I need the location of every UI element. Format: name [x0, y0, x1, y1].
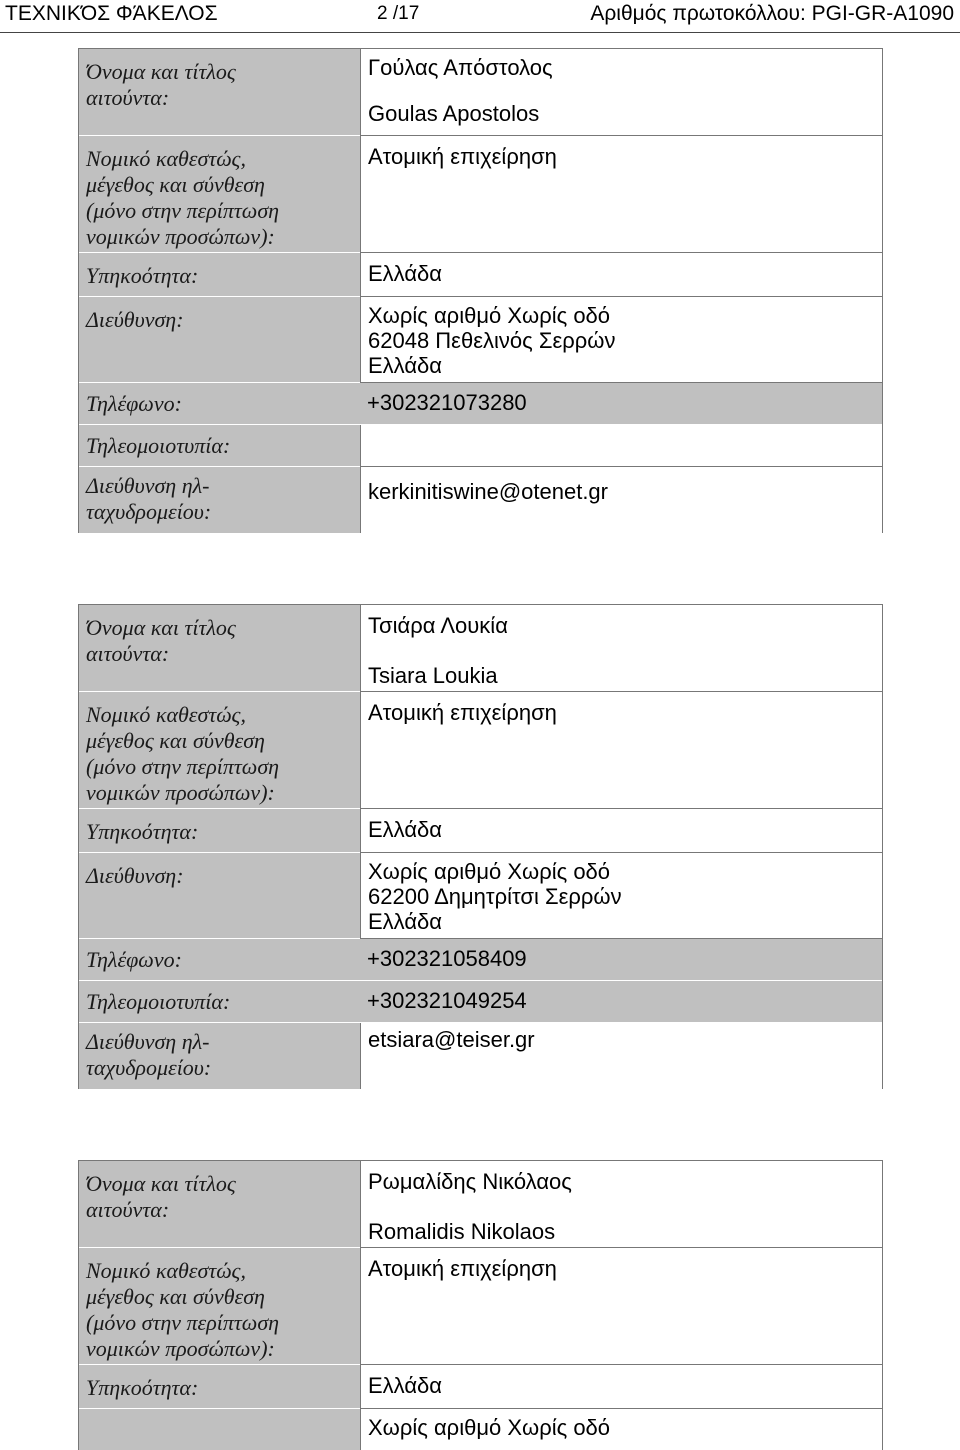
- label-address: Διεύθυνση:: [79, 853, 360, 939]
- value-nationality: Ελλάδα: [360, 253, 882, 297]
- value-fax: [360, 425, 882, 467]
- document-title: ΤΕΧΝΙΚΌΣ ΦΆΚΕΛΟΣ: [5, 2, 218, 25]
- row-phone: [79, 939, 882, 981]
- label-nationality: Υπηκοότητα:: [79, 1365, 360, 1409]
- applicant-block-1: [78, 48, 883, 533]
- label-address: Διεύθυνση:: [79, 297, 360, 383]
- label-legal: Νομικό καθεστώς, μέγεθος και σύνθεση (μόνο στην περίπτωση νομικών προσώπων):: [79, 136, 360, 253]
- row-fax: [79, 981, 882, 1023]
- value-legal: Ατομική επιχείρηση: [360, 692, 882, 809]
- label-email: Διεύθυνση ηλ- ταχυδρομείου:: [79, 467, 360, 533]
- page-number: 2 /17: [377, 3, 420, 24]
- label-nationality: Υπηκοότητα:: [79, 253, 360, 297]
- name-latin: Tsiara Loukia: [368, 663, 498, 688]
- label-phone: Τηλέφωνο:: [86, 947, 182, 972]
- value-legal: Ατομική επιχείρηση: [360, 1248, 882, 1365]
- label-name: Όνομα και τίτλος αιτούντα:: [79, 605, 360, 692]
- label-fax: Τηλεομοιοτυπία:: [86, 989, 231, 1014]
- label-phone: Τηλέφωνο:: [86, 391, 182, 416]
- name-latin: Romalidis Nikolaos: [368, 1219, 556, 1244]
- value-legal: Ατομική επιχείρηση: [360, 136, 882, 253]
- applicant-block-3: [78, 1160, 883, 1450]
- value-phone: +302321058409: [367, 946, 527, 971]
- value-name: [360, 1161, 882, 1248]
- value-name: [360, 49, 882, 136]
- value-name: [360, 605, 882, 692]
- label-email: Διεύθυνση ηλ- ταχυδρομείου:: [79, 1023, 360, 1089]
- value-email: etsiara@teiser.gr: [360, 1023, 882, 1089]
- value-address: Χωρίς αριθμό Χωρίς οδό 62048 Πεθελινός Σερρών Ελλάδα: [360, 297, 882, 383]
- value-address: Χωρίς αριθμό Χωρίς οδό: [360, 1409, 882, 1450]
- protocol-number: Αριθμός πρωτοκόλλου: PGI-GR-A1090: [590, 2, 954, 25]
- label-nationality: Υπηκοότητα:: [79, 809, 360, 853]
- name-greek: Γούλας Απόστολος: [368, 55, 553, 80]
- label-name: Όνομα και τίτλος αιτούντα:: [79, 1161, 360, 1248]
- label-name: Όνομα και τίτλος αιτούντα:: [79, 49, 360, 136]
- label-address: [79, 1409, 360, 1450]
- value-email: kerkinitiswine@otenet.gr: [360, 467, 882, 533]
- name-latin: Goulas Apostolos: [368, 101, 540, 126]
- label-legal: Νομικό καθεστώς, μέγεθος και σύνθεση (μόνο στην περίπτωση νομικών προσώπων):: [79, 692, 360, 809]
- name-greek: Τσιάρα Λουκία: [368, 613, 508, 638]
- label-legal: Νομικό καθεστώς, μέγεθος και σύνθεση (μόνο στην περίπτωση νομικών προσώπων):: [79, 1248, 360, 1365]
- value-nationality: Ελλάδα: [360, 1365, 882, 1409]
- value-phone: +302321073280: [367, 390, 527, 415]
- value-address: Χωρίς αριθμό Χωρίς οδό 62200 Δημητρίτσι Σερρών Ελλάδα: [360, 853, 882, 939]
- value-nationality: Ελλάδα: [360, 809, 882, 853]
- value-fax: +302321049254: [367, 988, 527, 1013]
- label-fax: Τηλεομοιοτυπία:: [79, 425, 360, 467]
- row-phone: [79, 383, 882, 425]
- document-header: [0, 0, 960, 33]
- applicant-block-2: [78, 604, 883, 1089]
- name-greek: Ρωμαλίδης Νικόλαος: [368, 1169, 572, 1194]
